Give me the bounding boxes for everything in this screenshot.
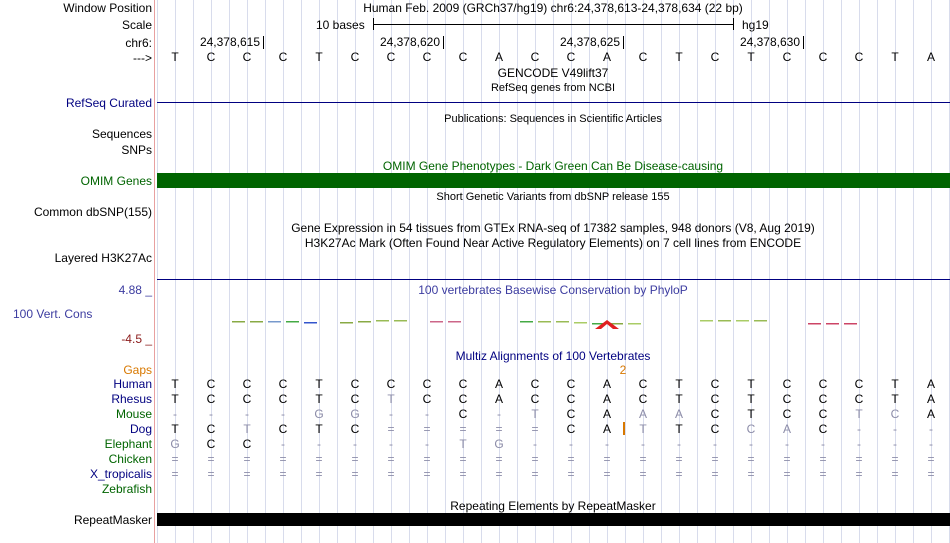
window-position-value: Human Feb. 2009 (GRCh37/hg19) chr6:24,378,613-24,378,634 (22 bp): [363, 1, 743, 15]
alignment-base: C: [782, 392, 792, 406]
alignment-base: -: [785, 437, 789, 451]
alignment-base: =: [279, 467, 287, 481]
alignment-base: C: [206, 377, 216, 391]
alignment-base: =: [423, 422, 431, 436]
alignment-base: =: [315, 452, 323, 466]
phylop-conservation-plot: [157, 312, 950, 332]
alignment-base: T: [171, 422, 179, 436]
assembly-label: hg19: [742, 18, 769, 32]
cons-min-label: -4.5 _: [121, 332, 152, 346]
alignment-base: C: [206, 422, 216, 436]
alignment-base: C: [566, 407, 576, 421]
alignment-base: A: [674, 407, 683, 421]
cons-label[interactable]: 100 Vert. Cons: [13, 307, 93, 321]
phylop-score-mark: [376, 320, 389, 322]
species-label[interactable]: X_tropicalis: [89, 467, 152, 481]
alignment-base: T: [531, 407, 539, 421]
phylop-score-mark: [556, 321, 569, 323]
dbsnp-label[interactable]: Common dbSNP(155): [33, 205, 152, 219]
base-letter: C: [242, 50, 252, 64]
alignment-base: =: [531, 452, 539, 466]
alignment-base: -: [173, 407, 177, 421]
alignment-base: -: [353, 437, 357, 451]
alignment-base: -: [929, 437, 933, 451]
multiz-track-title[interactable]: Multiz Alignments of 100 Vertebrates: [455, 349, 651, 363]
alignment-base: T: [675, 392, 683, 406]
alignment-base: -: [929, 422, 933, 436]
base-letter: C: [638, 50, 648, 64]
alignment-base: C: [818, 377, 828, 391]
phylop-score-mark: [304, 322, 317, 324]
phylop-score-mark: [574, 322, 587, 324]
ruler-tick: [263, 36, 264, 49]
base-letter: C: [782, 50, 792, 64]
cons-max-label: 4.88 _: [118, 283, 152, 297]
alignment-base: =: [819, 452, 827, 466]
omim-gene-bar[interactable]: [157, 173, 950, 188]
alignment-base: -: [497, 407, 501, 421]
phylop-score-mark: [826, 323, 839, 325]
alignment-base: =: [927, 452, 935, 466]
alignment-base: =: [567, 467, 575, 481]
base-letter: C: [818, 50, 828, 64]
alignment-base: C: [242, 392, 252, 406]
scale-bar-right-cap: [733, 18, 734, 30]
alignment-base: T: [891, 392, 899, 406]
alignment-base: C: [854, 377, 864, 391]
scale-bar: [373, 24, 734, 25]
base-letter: C: [350, 50, 360, 64]
h3k27ac-label[interactable]: Layered H3K27Ac: [54, 251, 152, 265]
phylop-score-mark: [268, 321, 281, 323]
alignment-base: =: [459, 467, 467, 481]
ruler-position-label: 24,378,630: [739, 35, 800, 49]
alignment-base: C: [782, 407, 792, 421]
repeatmasker-label[interactable]: RepeatMasker: [73, 513, 152, 527]
alignment-base: T: [639, 422, 647, 436]
alignment-base: =: [675, 467, 683, 481]
alignment-base: -: [677, 437, 681, 451]
phylop-score-mark: [250, 321, 263, 323]
alignment-base: C: [350, 392, 360, 406]
alignment-base: -: [317, 437, 321, 451]
phylop-score-mark: [628, 323, 641, 325]
alignment-base: =: [891, 467, 899, 481]
base-letter: A: [494, 50, 503, 64]
alignment-base: C: [566, 392, 576, 406]
alignment-base: G: [170, 437, 180, 451]
alignment-base: =: [711, 467, 719, 481]
alignment-base: =: [207, 452, 215, 466]
alignment-base: =: [351, 467, 359, 481]
alignment-base: T: [171, 377, 179, 391]
h3k27ac-track-title[interactable]: H3K27Ac Mark (Often Found Near Active Regulatory Elements) on 7 cell lines from ENCODE: [304, 236, 802, 250]
alignment-base: -: [821, 437, 825, 451]
base-letter: C: [530, 50, 540, 64]
base-letter: A: [602, 50, 611, 64]
alignment-base: =: [747, 452, 755, 466]
alignment-base: -: [893, 437, 897, 451]
base-letter: T: [891, 50, 899, 64]
ruler-position-label: 24,378,625: [559, 35, 620, 49]
ruler-tick: [623, 36, 624, 49]
alignment-base: -: [893, 422, 897, 436]
scale-label: Scale: [121, 18, 152, 32]
alignment-base: T: [387, 392, 395, 406]
h3k27ac-baseline: [157, 279, 950, 280]
species-label[interactable]: Elephant: [104, 437, 152, 451]
alignment-base: C: [710, 422, 720, 436]
alignment-base: C: [638, 377, 648, 391]
alignment-base: =: [495, 452, 503, 466]
repeatmasker-bar[interactable]: [157, 513, 950, 526]
alignment-base: A: [602, 377, 611, 391]
alignment-base: C: [350, 422, 360, 436]
alignment-base: C: [278, 377, 288, 391]
alignment-base: -: [569, 437, 573, 451]
alignment-base: T: [855, 407, 863, 421]
alignment-base: C: [890, 407, 900, 421]
alignment-base: G: [314, 407, 324, 421]
omim-genes-label[interactable]: OMIM Genes: [80, 174, 152, 188]
dbsnp-track-title[interactable]: Short Genetic Variants from dbSNP release 155: [436, 191, 670, 203]
alignment-base: -: [209, 407, 213, 421]
base-letter: T: [171, 50, 179, 64]
alignment-base: =: [351, 452, 359, 466]
alignment-base: T: [315, 422, 323, 436]
alignment-base: C: [422, 392, 432, 406]
alignment-base: -: [533, 437, 537, 451]
sequences-label[interactable]: Sequences: [91, 127, 152, 141]
gencode-track-title[interactable]: GENCODE V49lift37: [497, 66, 609, 80]
species-label[interactable]: Rhesus: [111, 392, 152, 406]
alignment-base: C: [566, 377, 576, 391]
alignment-base: =: [495, 422, 503, 436]
alignment-base: C: [206, 437, 216, 451]
alignment-base: =: [387, 467, 395, 481]
gtex-track-title[interactable]: Gene Expression in 54 tissues from GTEx RNA-seq of 17382 samples, 948 donors (V8, Aug 2019): [291, 221, 815, 235]
alignment-base: =: [495, 467, 503, 481]
alignment-base: C: [818, 407, 828, 421]
alignment-base: -: [425, 437, 429, 451]
alignment-base: A: [602, 392, 611, 406]
alignment-base: C: [566, 422, 576, 436]
base-letter: C: [206, 50, 216, 64]
alignment-base: C: [278, 422, 288, 436]
base-letter: T: [675, 50, 683, 64]
alignment-base: -: [281, 437, 285, 451]
phylop-score-mark: [340, 322, 353, 324]
base-letter: T: [315, 50, 323, 64]
refseq-track-subtitle: RefSeq genes from NCBI: [490, 82, 616, 94]
alignment-base: T: [891, 377, 899, 391]
alignment-base: -: [641, 437, 645, 451]
alignment-base: =: [459, 452, 467, 466]
species-label[interactable]: Mouse: [115, 407, 152, 421]
alignment-base: C: [458, 407, 468, 421]
phylop-score-mark: [286, 321, 299, 323]
alignment-base: A: [494, 377, 503, 391]
alignment-base: -: [425, 407, 429, 421]
ruler-tick: [443, 36, 444, 49]
alignment-base: =: [207, 467, 215, 481]
alignment-base: C: [854, 392, 864, 406]
refseq-curated-label[interactable]: RefSeq Curated: [65, 96, 152, 110]
alignment-base: =: [567, 452, 575, 466]
alignment-base: =: [171, 452, 179, 466]
alignment-base: =: [603, 452, 611, 466]
scale-bar-text: 10 bases: [316, 18, 365, 32]
alignment-base: C: [242, 377, 252, 391]
alignment-base: =: [675, 452, 683, 466]
base-letter: C: [422, 50, 432, 64]
base-letter: C: [458, 50, 468, 64]
phylop-score-mark: [538, 321, 551, 323]
alignment-base: =: [531, 422, 539, 436]
strand-label: --->: [133, 51, 152, 65]
alignment-base: T: [171, 392, 179, 406]
alignment-base: A: [926, 392, 935, 406]
ruler-position-label: 24,378,620: [379, 35, 440, 49]
alignment-base: =: [747, 467, 755, 481]
alignment-base: C: [386, 377, 396, 391]
alignment-base: C: [458, 377, 468, 391]
phylop-score-mark: [808, 323, 821, 325]
alignment-base: T: [747, 377, 755, 391]
phylop-score-mark: [844, 323, 857, 325]
base-letter: C: [278, 50, 288, 64]
alignment-base: -: [389, 437, 393, 451]
alignment-base: =: [783, 467, 791, 481]
alignment-base: A: [494, 392, 503, 406]
snps-label[interactable]: SNPs: [121, 143, 152, 157]
alignment-base: C: [242, 437, 252, 451]
species-label[interactable]: Dog: [129, 422, 152, 436]
phylop-score-mark: [718, 320, 731, 322]
alignment-base: C: [818, 422, 828, 436]
alignment-base: A: [638, 407, 647, 421]
alignment-base: =: [171, 467, 179, 481]
alignment-base: T: [315, 377, 323, 391]
phylop-score-mark: [232, 321, 245, 323]
alignment-base: G: [350, 407, 360, 421]
base-letter: A: [926, 50, 935, 64]
alignment-base: T: [675, 377, 683, 391]
alignment-base: =: [459, 422, 467, 436]
alignment-base: =: [783, 452, 791, 466]
base-letter: T: [747, 50, 755, 64]
alignment-base: A: [926, 377, 935, 391]
alignment-base: C: [710, 377, 720, 391]
alignment-base: =: [891, 452, 899, 466]
alignment-base: -: [281, 407, 285, 421]
ruler-tick: [803, 36, 804, 49]
alignment-base: =: [279, 452, 287, 466]
phylop-score-mark: [700, 320, 713, 322]
insertion-marker: [623, 422, 625, 435]
alignment-base: -: [605, 437, 609, 451]
alignment-base: C: [530, 392, 540, 406]
alignment-base: =: [855, 452, 863, 466]
chrom-label: chr6:: [125, 36, 152, 50]
alignment-base: =: [531, 467, 539, 481]
alignment-base: -: [857, 437, 861, 451]
alignment-base: T: [243, 422, 251, 436]
base-letter: C: [710, 50, 720, 64]
alignment-base: A: [602, 407, 611, 421]
alignment-base: =: [603, 467, 611, 481]
gaps-label: Gaps: [123, 363, 152, 377]
refseq-line: [157, 102, 950, 103]
alignment-base: C: [530, 377, 540, 391]
alignment-base: C: [818, 392, 828, 406]
cons-track-title[interactable]: 100 vertebrates Basewise Conservation by PhyloP: [418, 283, 688, 297]
gap-count: 2: [619, 363, 627, 377]
alignment-base: C: [710, 407, 720, 421]
base-letter: C: [854, 50, 864, 64]
alignment-base: C: [638, 392, 648, 406]
alignment-base: A: [782, 422, 791, 436]
alignment-base: T: [747, 407, 755, 421]
alignment-base: A: [926, 407, 935, 421]
alignment-base: =: [243, 452, 251, 466]
alignment-base: =: [423, 452, 431, 466]
alignment-base: =: [387, 452, 395, 466]
alignment-base: C: [746, 422, 756, 436]
alignment-base: T: [459, 437, 467, 451]
phylop-score-mark: [394, 320, 407, 322]
phylop-score-mark: [430, 321, 443, 323]
window-position-label: Window Position: [63, 1, 152, 15]
alignment-base: C: [458, 392, 468, 406]
alignment-base: C: [422, 377, 432, 391]
phylop-score-mark: [358, 321, 371, 323]
alignment-base: C: [350, 377, 360, 391]
alignment-base: =: [711, 452, 719, 466]
repeatmasker-track-title[interactable]: Repeating Elements by RepeatMasker: [450, 499, 656, 513]
alignment-base: =: [639, 467, 647, 481]
species-label[interactable]: Zebrafish: [101, 482, 152, 496]
alignment-base: A: [602, 422, 611, 436]
alignment-base: =: [855, 467, 863, 481]
phylop-score-mark: [736, 320, 749, 322]
alignment-base: =: [927, 467, 935, 481]
omim-track-title[interactable]: OMIM Gene Phenotypes - Dark Green Can Be Disease-causing: [382, 159, 724, 173]
phylop-score-mark: [754, 320, 767, 322]
alignment-base: =: [387, 422, 395, 436]
ruler-position-label: 24,378,615: [199, 35, 260, 49]
alignment-base: -: [245, 407, 249, 421]
alignment-base: =: [423, 467, 431, 481]
alignment-base: C: [278, 392, 288, 406]
alignment-base: -: [749, 437, 753, 451]
species-label[interactable]: Human: [113, 377, 152, 391]
species-label[interactable]: Chicken: [108, 452, 152, 466]
phylop-score-mark: [448, 321, 461, 323]
alignment-base: C: [206, 392, 216, 406]
base-letter: C: [566, 50, 576, 64]
alignment-base: -: [713, 437, 717, 451]
alignment-base: =: [639, 452, 647, 466]
alignment-base: =: [315, 467, 323, 481]
alignment-base: C: [782, 377, 792, 391]
base-letter: C: [386, 50, 396, 64]
phylop-score-mark: [520, 321, 533, 323]
publications-track-title[interactable]: Publications: Sequences in Scientific Articles: [444, 113, 662, 125]
alignment-base: =: [819, 467, 827, 481]
alignment-base: G: [494, 437, 504, 451]
alignment-base: C: [710, 392, 720, 406]
alignment-base: T: [747, 392, 755, 406]
alignment-base: T: [315, 392, 323, 406]
alignment-base: T: [675, 422, 683, 436]
alignment-base: -: [389, 407, 393, 421]
alignment-base: -: [857, 422, 861, 436]
alignment-base: =: [243, 467, 251, 481]
